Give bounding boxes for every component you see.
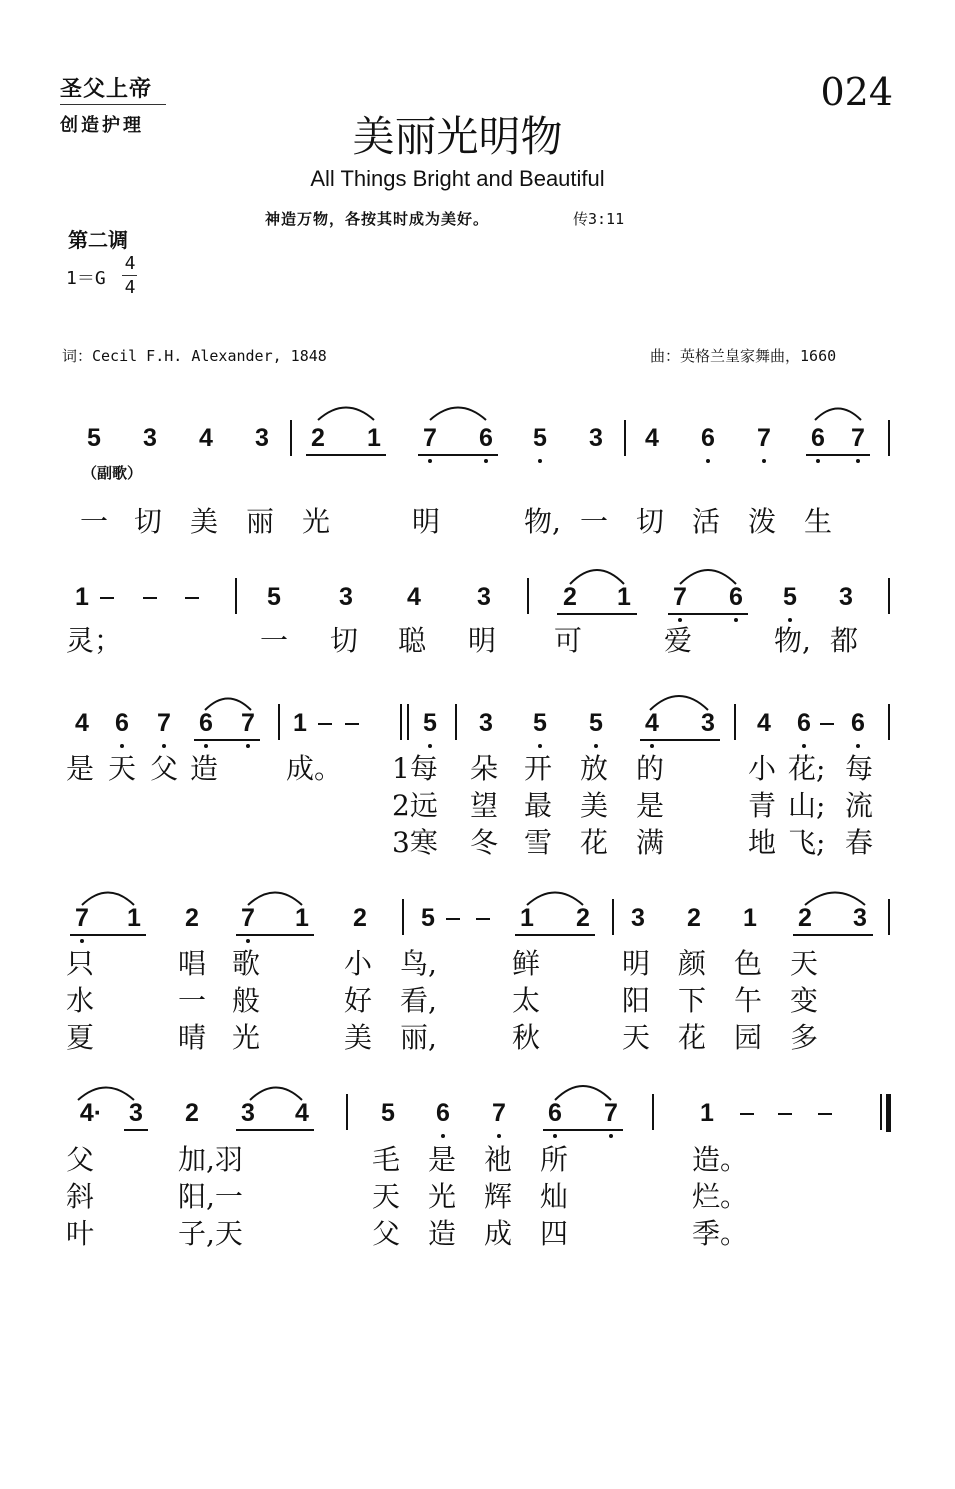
note: 7 (423, 424, 437, 452)
note: 7 (75, 904, 89, 932)
lyric: 生 (804, 505, 833, 538)
note: 3 (143, 424, 157, 452)
note: 5 (589, 709, 603, 737)
lyric: 造。 (692, 1143, 749, 1176)
note: 2 (311, 424, 325, 452)
lyric: 午 (734, 984, 763, 1017)
note: 6 (729, 583, 743, 611)
lyric: 阳,一 (178, 1180, 243, 1213)
lyric: 色 (734, 947, 763, 980)
lyric: 鸟, (400, 947, 437, 980)
beam-underline (543, 1129, 623, 1131)
note: 6 (436, 1099, 450, 1127)
bar-line (527, 578, 529, 614)
note: 1 (617, 583, 631, 611)
note: 7 (241, 709, 255, 737)
lyric: 父 (372, 1217, 401, 1250)
low-octave-dot (762, 459, 766, 463)
low-octave-dot (816, 459, 820, 463)
lyric: 下 (678, 984, 707, 1017)
lyric: 多 (790, 1021, 819, 1054)
lyric: 父 (150, 752, 179, 785)
time-signature-bottom: 4 (124, 277, 136, 298)
low-octave-dot (497, 1134, 501, 1138)
lyric: 成 (484, 1217, 513, 1250)
beam-underline (640, 739, 720, 741)
beam-underline (806, 454, 870, 456)
lyric: 丽 (246, 505, 275, 538)
low-octave-dot (594, 744, 598, 748)
lyric: 是 (428, 1143, 457, 1176)
beam-underline (418, 454, 498, 456)
lyric: 光 (302, 505, 331, 538)
lyric: 天 (372, 1180, 401, 1213)
lyric: 是 (636, 789, 665, 822)
note: 3 (255, 424, 269, 452)
lyric: 加,羽 (178, 1143, 243, 1176)
bar-line (888, 899, 890, 935)
lyric: 一 (260, 624, 289, 657)
hold-dash (476, 918, 490, 920)
note: 7 (241, 904, 255, 932)
note: 2 (687, 904, 701, 932)
note: 6 (548, 1099, 562, 1127)
low-octave-dot (538, 744, 542, 748)
lyric: 造 (190, 752, 219, 785)
bar-line (888, 420, 890, 456)
low-octave-dot (80, 939, 84, 943)
hymn-number: 024 (820, 70, 893, 114)
lyric: 颜 (678, 947, 707, 980)
hold-dash (446, 918, 460, 920)
low-octave-dot (484, 459, 488, 463)
note: 6 (797, 709, 811, 737)
lyric: 物, (524, 505, 561, 538)
bar-line (235, 578, 237, 614)
note: 6 (479, 424, 493, 452)
hymn-title-chinese: 美丽光明物 (352, 112, 563, 161)
scripture-verse: 神造万物，各按其时成为美好。 (265, 210, 490, 228)
note: 5 (267, 583, 281, 611)
lyric: 晴 (178, 1021, 207, 1054)
note: 1 (295, 904, 309, 932)
low-octave-dot (428, 459, 432, 463)
low-octave-dot (120, 744, 124, 748)
beam-underline (306, 454, 386, 456)
note: 7 (492, 1099, 506, 1127)
beam-underline (236, 1129, 314, 1131)
low-octave-dot (650, 744, 654, 748)
note: 2 (353, 904, 367, 932)
note: 3 (589, 424, 603, 452)
hold-dash (778, 1113, 792, 1115)
lyric: 美 (344, 1021, 373, 1054)
key-signature: 1＝G (66, 268, 106, 289)
lyric: 小 (748, 752, 777, 785)
lyric: 好 (344, 984, 373, 1017)
hold-dash (143, 597, 157, 599)
beam-underline (70, 934, 146, 936)
note: 5 (783, 583, 797, 611)
lyric: 泼 (748, 505, 777, 538)
lyric: 每 (845, 752, 874, 785)
lyric: 所 (540, 1143, 569, 1176)
time-signature (123, 254, 137, 298)
bar-line (888, 578, 890, 614)
hymn-title-english: All Things Bright and Beautiful (310, 166, 605, 191)
note: 2 (185, 904, 199, 932)
note: 2 (576, 904, 590, 932)
lyric: 天 (790, 947, 819, 980)
note: 5 (533, 424, 547, 452)
lyric: 流 (845, 789, 874, 822)
note: 5 (423, 709, 437, 737)
lyric: 望 (470, 789, 499, 822)
note: 2 (563, 583, 577, 611)
key-name: 第二调 (68, 228, 128, 252)
lyric: 冬 (470, 826, 499, 859)
bar-line (407, 704, 409, 740)
hold-dash (820, 723, 834, 725)
final-bar-thick (886, 1094, 891, 1132)
lyric: 光 (232, 1021, 261, 1054)
note: 6 (199, 709, 213, 737)
category-subtitle: 创造护理 (60, 115, 144, 136)
lyric: 的 (636, 752, 665, 785)
note: 3 (241, 1099, 255, 1127)
lyric: 灿 (540, 1180, 569, 1213)
lyric: 美 (580, 789, 609, 822)
bar-line (734, 704, 736, 740)
bar-line (278, 704, 280, 740)
lyric: 子,天 (178, 1217, 243, 1250)
lyric: 造 (428, 1217, 457, 1250)
lyric: 光 (428, 1180, 457, 1213)
final-bar-thin (880, 1094, 882, 1130)
lyric: 成。 (286, 752, 343, 785)
beam-underline (515, 934, 595, 936)
lyric: 开 (524, 752, 553, 785)
lyric: 鲜 (512, 947, 541, 980)
scripture-reference: 传3:11 (573, 210, 625, 228)
hold-dash (185, 597, 199, 599)
lyric: 切 (330, 624, 359, 657)
lyric: 花; (788, 752, 826, 785)
note: 6 (701, 424, 715, 452)
note: 1 (700, 1099, 714, 1127)
lyric: 爱 (664, 624, 693, 657)
low-octave-dot (246, 744, 250, 748)
note: 1 (743, 904, 757, 932)
lyric: 变 (790, 984, 819, 1017)
lyric: 一 (178, 984, 207, 1017)
lyric: 祂 (484, 1143, 513, 1176)
note: 4 (407, 583, 421, 611)
lyric: 天 (622, 1021, 651, 1054)
category-title: 圣父上帝 (60, 76, 153, 102)
lyric: 太 (512, 984, 541, 1017)
lyric: 烂。 (692, 1180, 749, 1213)
lyric: 毛 (372, 1143, 401, 1176)
composer-credit: 曲：英格兰皇家舞曲，1660 (650, 347, 837, 365)
low-octave-dot (802, 744, 806, 748)
hold-dash (740, 1113, 754, 1115)
lyric: 唱 (178, 947, 207, 980)
lyric: 灵； (66, 624, 123, 657)
note: 4· (79, 1099, 103, 1127)
lyric: 2远 (392, 789, 438, 822)
beam-underline (668, 613, 748, 615)
lyric: 切 (134, 505, 163, 538)
note: 4 (295, 1099, 309, 1127)
lyric: 明 (468, 624, 497, 657)
note: 5 (381, 1099, 395, 1127)
low-octave-dot (553, 1134, 557, 1138)
beam-underline (557, 613, 637, 615)
lyric: 一 (580, 505, 609, 538)
lyric: 般 (232, 984, 261, 1017)
note: 7 (604, 1099, 618, 1127)
bar-line (400, 704, 402, 740)
note: 3 (631, 904, 645, 932)
low-octave-dot (856, 744, 860, 748)
note: 3 (339, 583, 353, 611)
lyric: 地 (748, 826, 777, 859)
bar-line (402, 899, 404, 935)
low-octave-dot (609, 1134, 613, 1138)
beam-underline (124, 1129, 148, 1131)
note: 7 (757, 424, 771, 452)
bar-line (888, 704, 890, 740)
note: 3 (839, 583, 853, 611)
lyric: 叶 (66, 1217, 95, 1250)
lyric: 丽, (400, 1021, 437, 1054)
lyric: 山; (788, 789, 826, 822)
note: 3 (129, 1099, 143, 1127)
note: 2 (185, 1099, 199, 1127)
lyric: 小 (344, 947, 373, 980)
lyric: 满 (636, 826, 665, 859)
lyric: 秋 (512, 1021, 541, 1054)
lyric: 放 (580, 752, 609, 785)
note: 1 (127, 904, 141, 932)
lyric: 活 (692, 505, 721, 538)
beam-underline (194, 739, 260, 741)
note: 2 (798, 904, 812, 932)
lyric: 花 (678, 1021, 707, 1054)
note: 5 (421, 904, 435, 932)
note: 1 (520, 904, 534, 932)
note: 7 (157, 709, 171, 737)
low-octave-dot (538, 459, 542, 463)
lyric: 1每 (392, 752, 438, 785)
note: 4 (757, 709, 771, 737)
note: 4 (199, 424, 213, 452)
lyric: 只 (66, 947, 95, 980)
lyric: 花 (580, 826, 609, 859)
lyric: 夏 (66, 1021, 95, 1054)
lyric: 辉 (484, 1180, 513, 1213)
lyric: 雪 (524, 826, 553, 859)
low-octave-dot (204, 744, 208, 748)
bar-line (612, 899, 614, 935)
note: 1 (367, 424, 381, 452)
lyric: 3寒 (392, 826, 438, 859)
lyricist-credit: 词：Cecil F.H. Alexander, 1848 (62, 347, 327, 365)
low-octave-dot (788, 618, 792, 622)
bar-line (652, 1094, 654, 1130)
lyric: 可 (554, 624, 583, 657)
lyric: 阳 (622, 984, 651, 1017)
bar-line (624, 420, 626, 456)
lyric: 物, (774, 624, 811, 657)
lyric: 飞; (788, 826, 826, 859)
bar-line (290, 420, 292, 456)
lyric: 明 (412, 505, 441, 538)
hold-dash (818, 1113, 832, 1115)
hold-dash (345, 723, 359, 725)
lyric: 水 (66, 984, 95, 1017)
lyric: 季。 (692, 1217, 749, 1250)
bar-line (346, 1094, 348, 1130)
note: 7 (673, 583, 687, 611)
low-octave-dot (734, 618, 738, 622)
lyric: 朵 (470, 752, 499, 785)
note: 3 (477, 583, 491, 611)
bar-line (455, 704, 457, 740)
note: 1 (293, 709, 307, 737)
time-signature-line (122, 275, 137, 276)
beam-underline (793, 934, 873, 936)
lyric: 看, (400, 984, 437, 1017)
lyric: 园 (734, 1021, 763, 1054)
low-octave-dot (856, 459, 860, 463)
lyric: 父 (66, 1143, 95, 1176)
note: 3 (853, 904, 867, 932)
note: 1 (75, 583, 89, 611)
refrain-label: （副歌） (82, 464, 143, 482)
note: 4 (75, 709, 89, 737)
note: 4 (645, 709, 659, 737)
note: 4 (645, 424, 659, 452)
lyric: 明 (622, 947, 651, 980)
hold-dash (100, 597, 114, 599)
note: 7 (851, 424, 865, 452)
low-octave-dot (441, 1134, 445, 1138)
note: 6 (811, 424, 825, 452)
lyric: 春 (845, 826, 874, 859)
lyric: 是 (66, 752, 95, 785)
lyric: 最 (524, 789, 553, 822)
lyric: 美 (190, 505, 219, 538)
beam-underline (236, 934, 314, 936)
low-octave-dot (162, 744, 166, 748)
note: 5 (533, 709, 547, 737)
lyric: 天 (108, 752, 137, 785)
note: 6 (115, 709, 129, 737)
lyric: 聪 (398, 624, 427, 657)
note: 6 (851, 709, 865, 737)
time-signature-top: 4 (124, 253, 136, 274)
note: 3 (701, 709, 715, 737)
low-octave-dot (706, 459, 710, 463)
lyric: 都 (830, 624, 859, 657)
low-octave-dot (246, 939, 250, 943)
note: 5 (87, 424, 101, 452)
lyric: 青 (748, 789, 777, 822)
lyric: 四 (540, 1217, 569, 1250)
note: 3 (479, 709, 493, 737)
lyric: 一 (80, 505, 109, 538)
lyric: 斜 (66, 1180, 95, 1213)
lyric: 歌 (232, 947, 261, 980)
low-octave-dot (428, 744, 432, 748)
hold-dash (318, 723, 332, 725)
lyric: 切 (636, 505, 665, 538)
low-octave-dot (678, 618, 682, 622)
